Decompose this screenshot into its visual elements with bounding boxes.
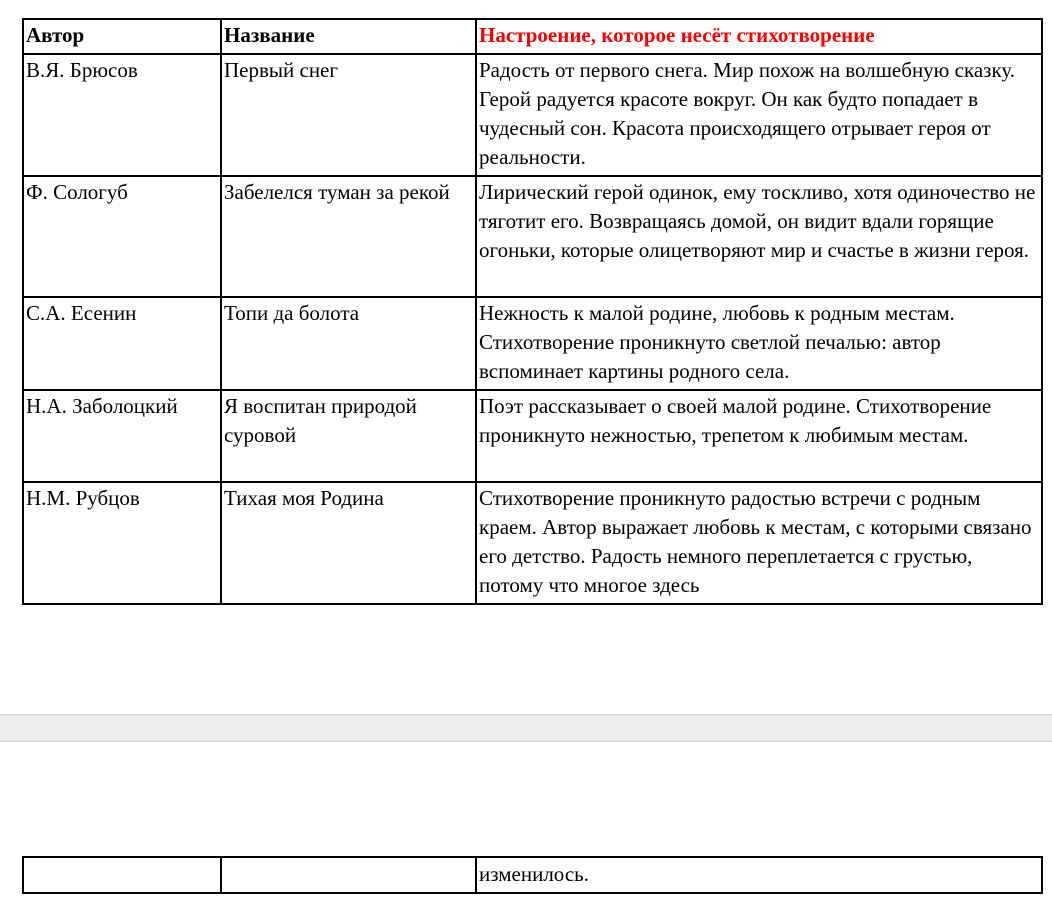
- cell-mood: Лирический герой одинок, ему тоскливо, хотя одиночество не тяготит его. Возвращаясь домой, он видит вдали горящие огоньки, которые олицетворяют мир и счастье в жизни героя.: [476, 176, 1042, 297]
- table-header-row: [23, 19, 1042, 54]
- table-row: [23, 482, 1042, 604]
- cell-mood: Стихотворение проникнуто радостью встречи с родным краем. Автор выражает любовь к местам, с которыми связано его детство. Радость немного переплетается с грустью, потому что многое здесь: [476, 482, 1042, 604]
- table-row: [23, 176, 1042, 297]
- cell-author: В.Я. Брюсов: [23, 54, 221, 176]
- poems-table: [22, 18, 1043, 605]
- cell-author: Н.М. Рубцов: [23, 482, 221, 604]
- header-author: Автор: [23, 19, 221, 54]
- header-title: Название: [221, 19, 476, 54]
- cell-author: Н.А. Заболоцкий: [23, 390, 221, 482]
- cell-mood: Нежность к малой родине, любовь к родным местам. Стихотворение проникнуто светлой печалью: автор вспоминает картины родного села.: [476, 297, 1042, 390]
- table-row: [23, 54, 1042, 176]
- cell-title: Я воспитан природой суровой: [221, 390, 476, 482]
- header-mood: Настроение, которое несёт стихотворение: [476, 19, 1042, 54]
- cell-author: [23, 857, 221, 893]
- cell-author: С.А. Есенин: [23, 297, 221, 390]
- cell-title: Первый снег: [221, 54, 476, 176]
- table-row-continuation: [23, 857, 1042, 893]
- table-row: [23, 297, 1042, 390]
- table-row: [23, 390, 1042, 482]
- poems-table-continuation: [22, 856, 1043, 894]
- cell-title: Тихая моя Родина: [221, 482, 476, 604]
- cell-mood: Радость от первого снега. Мир похож на волшебную сказку. Герой радуется красоте вокруг. Он как будто попадает в чудесный сон. Красота происходящего отрывает героя от реальности.: [476, 54, 1042, 176]
- document-page-2: [0, 742, 1052, 906]
- cell-title: Забелелся туман за рекой: [221, 176, 476, 297]
- cell-title: Топи да болота: [221, 297, 476, 390]
- cell-author: Ф. Сологуб: [23, 176, 221, 297]
- cell-title: [221, 857, 476, 893]
- cell-mood: Поэт рассказывает о своей малой родине. Стихотворение проникнуто нежностью, трепетом к любимым местам.: [476, 390, 1042, 482]
- page-break-separator: [0, 714, 1052, 742]
- cell-mood: изменилось.: [476, 857, 1042, 893]
